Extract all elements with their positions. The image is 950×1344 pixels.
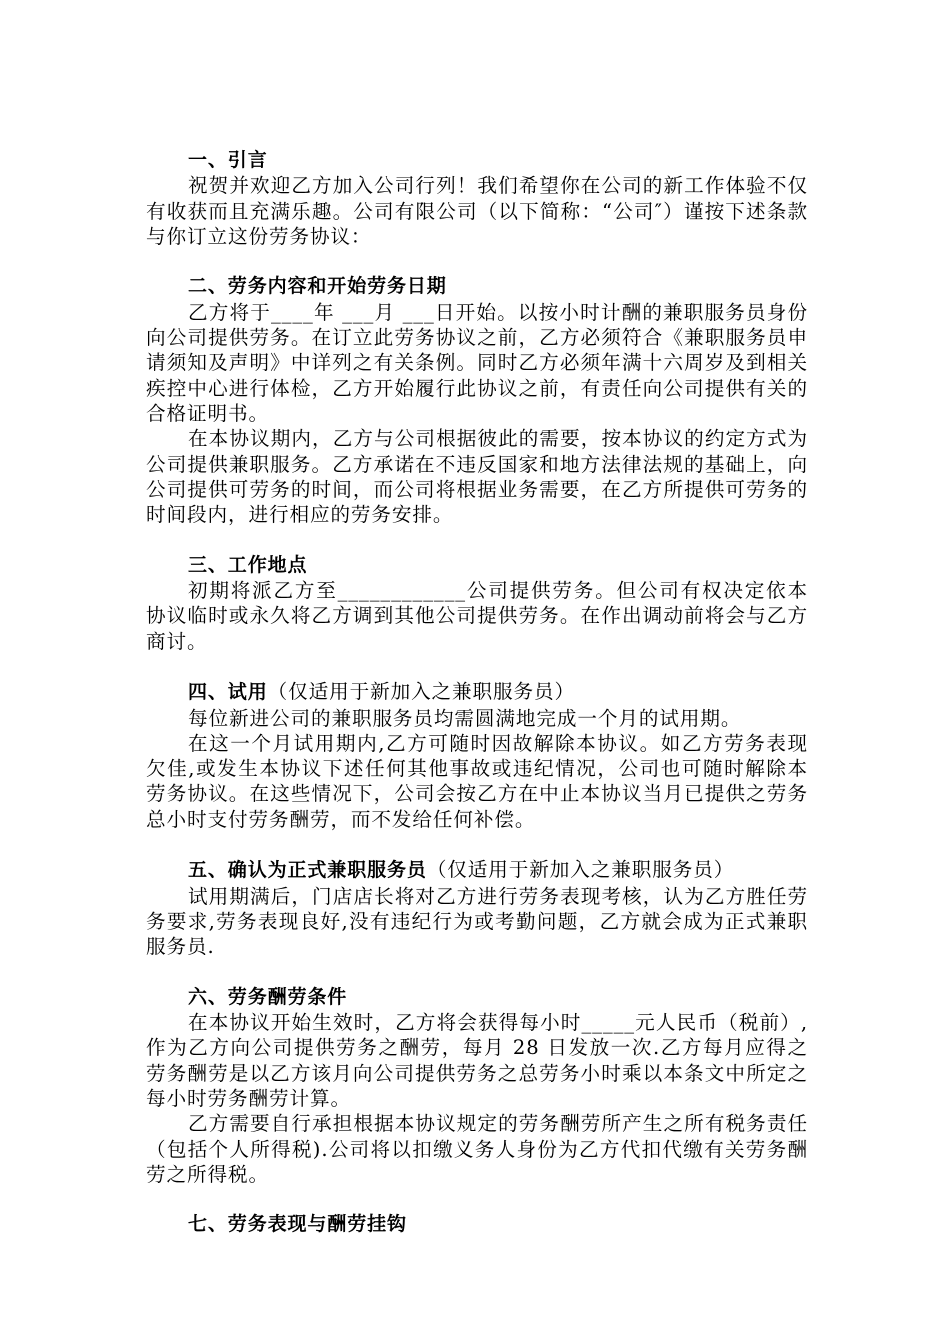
paragraph: 在本协议开始生效时，乙方将会获得每小时_____元人民币（税前）,作为乙方向公司提供劳务之酬劳，每月 28 日发放一次.乙方每月应得之劳务酬劳是以乙方该月向公司提供劳务之总劳务小时乘以本条文中所定之每小时劳务酬劳计算。 [146, 1011, 808, 1110]
section-work-location [146, 553, 808, 654]
section-confirmation [146, 857, 808, 959]
section-heading: 四、试用（仅适用于新加入之兼职服务员） [188, 680, 576, 704]
section-remuneration [146, 985, 808, 1187]
heading-note: （仅适用于新加入之兼职服务员） [426, 858, 735, 882]
section-performance-link [146, 1212, 808, 1237]
section-heading: 三、工作地点 [188, 553, 308, 576]
section-heading: 一、引言 [188, 149, 268, 171]
paragraph: 在这一个月试用期内,乙方可随时因故解除本协议。如乙方劳务表现欠佳,或发生本协议下述任何其他事故或违纪情况，公司也可随时解除本劳务协议。在这些情况下，公司会按乙方在中止本协议当月已提供之劳务总小时支付劳务酬劳，而不发给任何补偿。 [146, 731, 808, 831]
section-heading: 六、劳务酬劳条件 [188, 985, 348, 1008]
paragraph: 在本协议期内，乙方与公司根据彼此的需要，按本协议的约定方式为公司提供兼职服务。乙方承诺在不违反国家和地方法律法规的基础上，向公司提供可劳务的时间，而公司将根据业务需要，在乙方所提供可劳务的时间段内，进行相应的劳务安排。 [146, 427, 808, 527]
section-introduction [146, 148, 808, 249]
section-heading: 七、劳务表现与酬劳挂钩 [188, 1213, 407, 1236]
heading-note: （仅适用于新加入之兼职服务员） [267, 680, 576, 704]
paragraph: 初期将派乙方至____________公司提供劳务。但公司有权决定依本协议临时或永久将乙方调到其他公司提供劳务。在作出调动前将会与乙方商讨。 [146, 579, 808, 653]
paragraph: 乙方需要自行承担根据本协议规定的劳务酬劳所产生之所有税务责任（包括个人所得税).公司将以扣缴义务人身份为乙方代扣代缴有关劳务酬劳之所得税。 [146, 1112, 808, 1186]
section-heading: 二、劳务内容和开始劳务日期 [188, 275, 447, 298]
section-probation [146, 679, 808, 832]
document-body [146, 148, 808, 1263]
paragraph: 试用期满后，门店店长将对乙方进行劳务表现考核，认为乙方胜任劳务要求,劳务表现良好,没有违纪行为或考勤问题，乙方就会成为正式兼职服务员. [146, 884, 808, 959]
section-service-content [146, 274, 808, 527]
paragraph: 祝贺并欢迎乙方加入公司行列！我们希望你在公司的新工作体验不仅有收获而且充满乐趣。公司有限公司（以下简称：“公司″）谨按下述条款与你订立这份劳务协议： [146, 174, 808, 248]
paragraph: 每位新进公司的兼职服务员均需圆满地完成一个月的试用期。 [188, 706, 742, 730]
section-heading: 五、确认为正式兼职服务员（仅适用于新加入之兼职服务员） [188, 858, 735, 882]
paragraph: 乙方将于____年 ___月 ___日开始。以按小时计酬的兼职服务员身份向公司提供劳务。在订立此劳务协议之前，乙方必须符合《兼职服务员申请须知及声明》中详列之有关条例。同时乙方必须年满十六周岁及到相关疾控中心进行体检，乙方开始履行此协议之前，有责任向公司提供有关的合格证明书。 [146, 300, 808, 425]
